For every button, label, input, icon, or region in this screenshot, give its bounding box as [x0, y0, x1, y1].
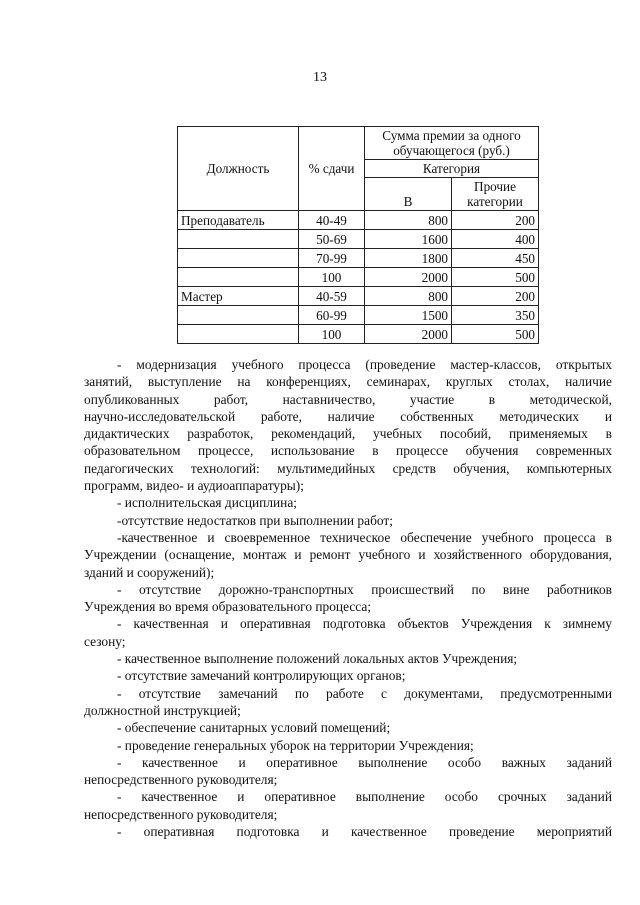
cell-other: 450: [452, 249, 539, 268]
cell-category-b: 800: [365, 211, 452, 230]
header-other-categories: [452, 178, 539, 211]
bonus-table: [177, 126, 539, 344]
text-line: - качественная и оперативная подготовка объектов Учреждения к зимнему: [117, 616, 612, 632]
cell-other: 500: [452, 325, 539, 344]
text-line: занятий, выступление на конференциях, семинарах, круглых столах, наличие: [84, 374, 612, 390]
table-row: [178, 230, 539, 249]
header-category-b: В: [365, 178, 452, 211]
cell-category-b: 800: [365, 287, 452, 306]
cell-position: [178, 325, 299, 344]
text-line: - качественное и оперативное выполнение особо срочных заданий: [117, 789, 612, 805]
cell-position: Мастер: [178, 287, 299, 306]
header-sum-line1: Сумма премии за одного: [382, 128, 521, 143]
table-header-row: [178, 127, 539, 160]
cell-category-b: 1800: [365, 249, 452, 268]
text-line: Учреждении (оснащение, монтаж и ремонт учебного и хозяйственного оборудования,: [84, 547, 612, 563]
cell-category-b: 2000: [365, 325, 452, 344]
cell-position: [178, 249, 299, 268]
cell-percent: 50-69: [299, 230, 365, 249]
text-line: Учреждения во время образовательного процесса;: [84, 599, 372, 615]
cell-position: [178, 268, 299, 287]
text-line: - оперативная подготовка и качественное проведение мероприятий: [117, 824, 612, 840]
cell-percent: 70-99: [299, 249, 365, 268]
text-line: должностной инструкцией;: [84, 702, 241, 718]
table-row: [178, 306, 539, 325]
cell-other: 500: [452, 268, 539, 287]
text-line: опубликованных работ, наставничество, участие в методической,: [84, 391, 612, 407]
text-line: - обеспечение санитарных условий помещений;: [117, 720, 391, 736]
header-percent: % сдачи: [299, 127, 365, 211]
text-line: - качественное выполнение положений локальных актов Учреждения;: [117, 651, 518, 667]
table-body: [178, 211, 539, 344]
text-line: программ, видео- и аудиоаппаратуры);: [84, 478, 304, 494]
cell-percent: 40-49: [299, 211, 365, 230]
text-line: - проведение генеральных уборок на территории Учреждения;: [117, 737, 474, 753]
text-line: - модернизация учебного процесса (проведение мастер-классов, открытых: [117, 357, 612, 372]
header-sum-line2: обучающегося (руб.): [393, 143, 510, 158]
cell-category-b: 2000: [365, 268, 452, 287]
text-line: - отсутствие замечаний контролирующих органов;: [117, 668, 406, 684]
text-line: -качественное и своевременное техническое обеспечение учебного процесса в: [117, 529, 612, 545]
page-number: 13: [313, 70, 327, 85]
text-line: непосредственного руководителя;: [84, 772, 278, 788]
header-other-line2: категории: [467, 194, 523, 209]
header-sum: [365, 127, 539, 160]
text-line: сезону;: [84, 633, 126, 649]
text-line: зданий и сооружений);: [84, 564, 215, 580]
text-line: образовательном процессе, использование в процессе обучения современных: [84, 443, 612, 459]
bonus-criteria-text: [84, 356, 612, 840]
text-line: дидактических разработок, рекомендаций, учебных пособий, применяемых в: [84, 426, 612, 442]
cell-category-b: 1600: [365, 230, 452, 249]
cell-position: Преподаватель: [178, 211, 299, 230]
table-row: [178, 325, 539, 344]
cell-position: [178, 306, 299, 325]
cell-category-b: 1500: [365, 306, 452, 325]
cell-position: [178, 230, 299, 249]
text-line: - исполнительская дисциплина;: [117, 495, 297, 511]
text-line: непосредственного руководителя;: [84, 806, 278, 822]
table-row: [178, 211, 539, 230]
text-line: - качественное и оперативное выполнение особо важных заданий: [117, 754, 612, 770]
cell-percent: 40-59: [299, 287, 365, 306]
cell-percent: 60-99: [299, 306, 365, 325]
cell-other: 350: [452, 306, 539, 325]
text-line: научно-исследовательской работе, наличие собственных методических и: [84, 408, 612, 424]
table-row: [178, 287, 539, 306]
text-line: -отсутствие недостатков при выполнении работ;: [117, 512, 393, 528]
header-other-line1: Прочие: [474, 179, 516, 194]
cell-other: 200: [452, 287, 539, 306]
cell-percent: 100: [299, 268, 365, 287]
text-line: педагогических технологий: мультимедийных средств обучения, компьютерных: [84, 460, 612, 476]
cell-other: 400: [452, 230, 539, 249]
cell-percent: 100: [299, 325, 365, 344]
text-line: - отсутствие замечаний по работе с документами, предусмотренными: [117, 685, 612, 701]
table-row: [178, 249, 539, 268]
header-category: Категория: [365, 160, 539, 178]
table-row: [178, 268, 539, 287]
text-line: - отсутствие дорожно-транспортных происшествий по вине работников: [117, 581, 612, 597]
cell-other: 200: [452, 211, 539, 230]
header-position: Должность: [178, 127, 299, 211]
